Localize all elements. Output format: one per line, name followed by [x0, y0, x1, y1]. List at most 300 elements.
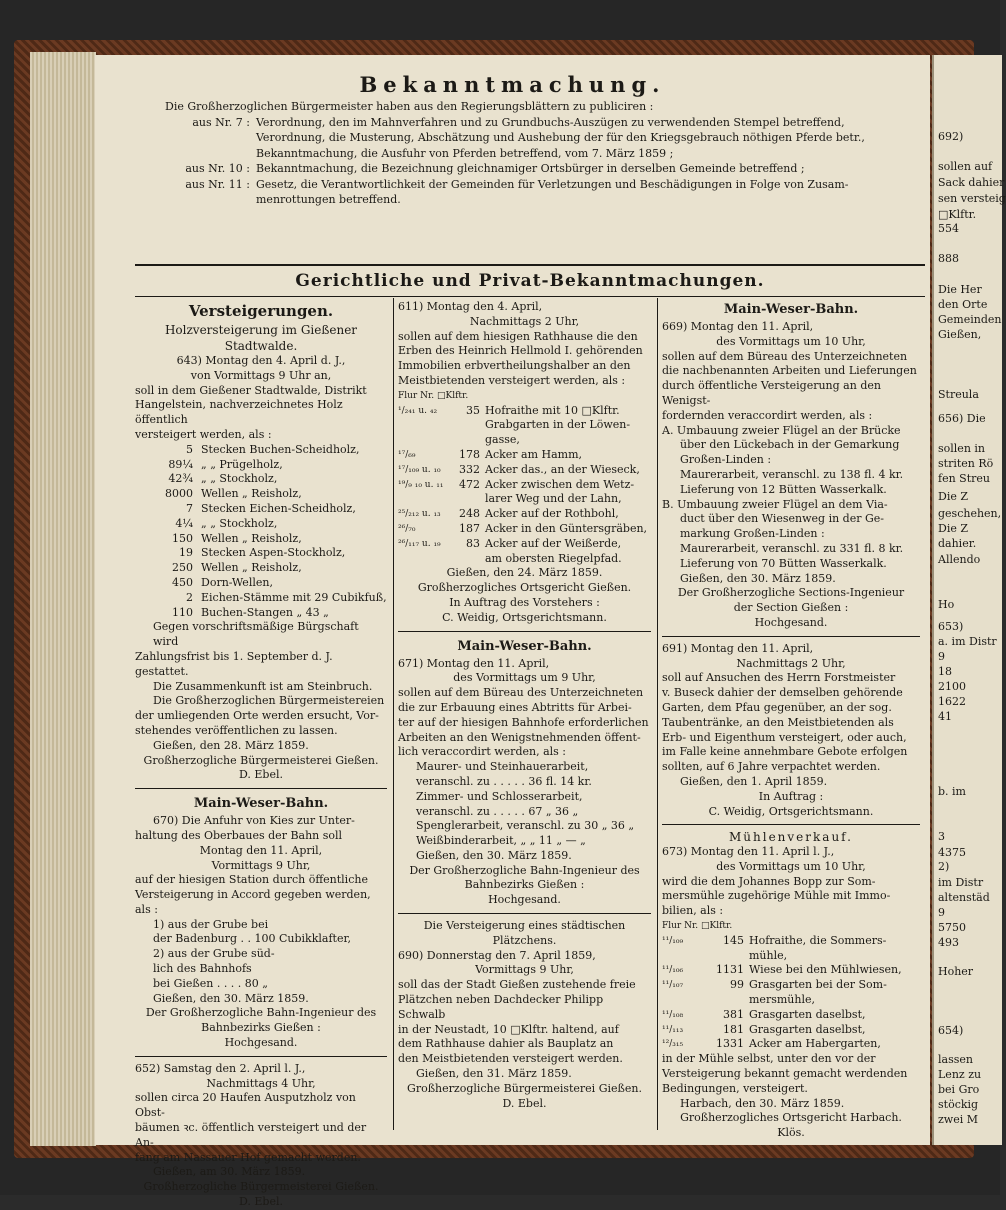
text-line: Plätzchens. [492, 933, 557, 947]
text-line: Holzversteigerung im Gießener [164, 323, 358, 337]
text-line: D. Ebel. [502, 1096, 547, 1110]
page-content [95, 0, 930, 1209]
parcel-area [450, 433, 485, 448]
sub-heading [135, 322, 387, 354]
text-line: Weißbinderarbeit, „ „ 11 „ — „ [416, 834, 586, 848]
text-line: sollen auf dem Büreau des Unterzeichneten [662, 349, 908, 363]
text-line: Zimmer- und Schlosserarbeit, [416, 789, 583, 803]
text-line: Gießen, den 31. März 1859. [416, 1067, 572, 1081]
parcel-desc: Acker auf der Rothbohl, [485, 507, 619, 521]
intro-row [165, 177, 915, 193]
parcel-flur: ¹⁹/₉ ₁₀ u. ₁₁ [398, 479, 444, 490]
text-line: Meistbietenden versteigert werden, als : [398, 373, 626, 387]
parcel-flur: ²⁶/₁₁₇ u. ₁₉ [398, 538, 441, 549]
parcel-desc: mühle, [749, 948, 788, 962]
text-line: markung Großen-Linden : [680, 527, 825, 541]
parcel-header: Flur Nr. □Klftr. [398, 390, 469, 401]
rule-top [135, 264, 925, 266]
text-line: Die Zusammenkunft ist am Steinbruch. [153, 679, 373, 693]
separator [662, 824, 920, 825]
text-line: Bedingungen, versteigert. [662, 1081, 808, 1095]
separator [398, 631, 651, 632]
parcel-row [398, 478, 651, 493]
text-line: ter auf der hiesigen Bahnhofe erforderlichen [398, 715, 649, 729]
facing-page-fragment: 653) [938, 620, 964, 633]
text-line: Gießen, den 30. März 1859. [416, 848, 572, 862]
item-qty: 250 [172, 561, 193, 575]
facing-page-fragment: Gemeinden [938, 313, 1002, 326]
text-line: Stadtwalde. [224, 339, 298, 353]
text-line: des Vormittags um 10 Uhr, [716, 334, 866, 348]
parcel-desc: Grasgarten daselbst, [749, 1022, 866, 1036]
text-line: Gießen, den 1. April 1859. [680, 774, 828, 788]
column-divider-1 [393, 298, 394, 1130]
list-item [135, 443, 387, 458]
text-line: die zur Erbauung eines Abtritts für Arbei- [398, 700, 632, 714]
text-line: 669) Montag den 11. April, [662, 320, 814, 333]
item-desc: „ „ Prügelholz, [201, 457, 283, 471]
text-line: sollten, auf 6 Jahre verpachtet werden. [662, 760, 881, 774]
wood-list [135, 443, 387, 621]
facing-page-fragment: 554 [938, 222, 959, 235]
intro-block [165, 99, 915, 208]
column-3 [662, 300, 920, 1141]
facing-page-fragment: im Distr [938, 876, 984, 889]
parcel-desc: am obersten Riegelpfad. [485, 551, 622, 565]
item-qty: 150 [172, 531, 193, 545]
parcel-row [398, 507, 651, 522]
text-line: Gießen, den 30. März 1859. [680, 571, 836, 585]
column-1 [135, 300, 387, 1210]
facing-page [932, 55, 1006, 1145]
text-line: von Vormittags 9 Uhr an, [190, 368, 332, 382]
facing-page-fragment: lassen [938, 1053, 973, 1066]
parcel-flur: ²⁵/₂₁₂ u. ₁₃ [398, 509, 441, 520]
text-line: Montag den 11. April, [199, 843, 323, 857]
notice-611 [398, 300, 651, 389]
intro-text: Bekanntmachung, die Ausfuhr von Pferden betreffend, vom 7. März 1859 ; [256, 146, 674, 160]
text-line: der Badenburg . . 100 Cubikklafter, [153, 932, 351, 946]
parcel-flur: ¹/₂₄₁ u. ₄₂ [398, 405, 438, 416]
intro-text: menrottungen betreffend. [256, 193, 401, 206]
text-line: Bahnbezirks Gießen : [464, 878, 585, 892]
parcel-row [398, 433, 651, 448]
notice-691 [662, 642, 920, 820]
parcel-desc: Acker am Habergarten, [749, 1037, 881, 1051]
text-line: Vormittags 9 Uhr, [211, 858, 311, 872]
parcel-flur [662, 993, 714, 1008]
parcel-flur [398, 492, 450, 507]
parcel-flur: ¹¹/₁₀₆ [662, 965, 684, 976]
text-line: Nachmittags 4 Uhr, [206, 1076, 316, 1090]
parcel-desc: Acker auf der Weißerde, [485, 536, 622, 550]
text-line: C. Weidig, Ortsgerichtsmann. [442, 610, 607, 624]
text-line: Plätzchen neben Dachdecker Philipp Schwalb [398, 993, 604, 1021]
item-qty: 89¼ [168, 457, 193, 471]
notice-652 [135, 1062, 387, 1210]
text-line: wird die dem Johannes Bopp zur Som- [662, 874, 876, 888]
text-line: 690) Donnerstag den 7. April 1859, [398, 948, 596, 962]
heading-main-weser-1: Main-Weser-Bahn. [193, 796, 329, 812]
item-qty: 19 [179, 546, 193, 560]
facing-page-fragment: sen versteig [938, 192, 1006, 205]
parcel-flur: ¹¹/₁₁₃ [662, 1024, 684, 1035]
parcel-header-3: Flur Nr. □Klftr. [662, 921, 733, 932]
text-line: Vormittags 9 Uhr, [475, 963, 574, 977]
intro-text: Verordnung, den im Mahnverfahren und zu Grundbuchs-Auszügen zu verwendenden Stempel betreffend, [256, 115, 845, 129]
parcel-flur: ¹¹/₁₀₇ [662, 980, 684, 991]
intro-lead: Die Großherzoglichen Bürgermeister haben aus den Regierungsblättern zu publiciren : [165, 100, 654, 113]
text-line: duct über den Wiesenweg in der Ge- [680, 512, 884, 526]
text-line: Die Versteigerung eines städtischen [423, 919, 626, 933]
text-line: sollen auf dem hiesigen Rathhause die den [398, 329, 638, 343]
facing-page-fragment: 2) [938, 860, 950, 873]
text-line: des Vormittags um 9 Uhr, [453, 671, 596, 685]
text-line: des Vormittags um 10 Uhr, [716, 859, 866, 873]
parcel-flur: ¹⁷/₁₀₉ u. ₁₀ [398, 464, 441, 475]
text-line: Harbach, den 30. März 1859. [680, 1096, 845, 1110]
facing-page-fragment: □Klftr. [938, 208, 977, 221]
item-qty: 42¾ [168, 472, 193, 486]
text-line: Versteigerung in Accord gegeben werden, als : [135, 888, 371, 916]
text-line: fang am Nassauer Hof gemacht werden. [135, 1150, 361, 1164]
parcel-desc: Acker zwischen dem Wetz- [485, 477, 635, 491]
parcel-row [662, 934, 920, 949]
text-line: haltung des Oberbaues der Bahn soll [135, 828, 343, 842]
text-line: 2) aus der Grube süd- [153, 947, 275, 961]
separator [135, 1056, 387, 1057]
facing-page-fragment: 888 [938, 252, 959, 265]
text-line: Maurerarbeit, veranschl. zu 331 fl. 8 kr. [680, 541, 904, 555]
text-line: bei Gießen . . . . 80 „ [153, 976, 268, 990]
notice-611-tail [398, 566, 651, 625]
text-line: D. Ebel. [238, 768, 284, 782]
parcel-desc: Grasgarten daselbst, [749, 1007, 866, 1021]
facing-page-fragment: 692) [938, 130, 964, 143]
parcel-row [662, 1023, 920, 1038]
text-line: Lieferung von 12 Bütten Wasserkalk. [680, 482, 887, 496]
item-qty: 2 [186, 590, 193, 604]
parcel-area: 1331 [716, 1037, 744, 1051]
facing-page-fragment: Die Z [938, 522, 968, 535]
text-line: Großherzogliches Ortsgericht Gießen. [417, 581, 632, 595]
intro-text: Bekanntmachung, die Bezeichnung gleichnamiger Ortsbürger in derselben Gemeinde betreffend ; [256, 162, 805, 175]
facing-page-fragment: 493 [938, 936, 959, 949]
list-item [135, 517, 387, 532]
facing-page-fragment: a. im Distr [938, 635, 997, 648]
parcel-row [398, 418, 651, 433]
text-line: 691) Montag den 11. April, [662, 641, 814, 655]
text-line: A. Umbauung zweier Flügel an der Brücke [662, 423, 901, 437]
text-line: Hochgesand. [488, 893, 561, 907]
facing-page-fragment: geschehen, [938, 507, 1002, 520]
text-line: Der Großherzogliche Bahn-Ingenieur des [409, 863, 640, 877]
text-line: Nachmittags 2 Uhr, [469, 314, 580, 328]
facing-page-fragment: Gießen, [938, 328, 982, 341]
item-qty: 110 [172, 605, 193, 619]
text-line: Bahnbezirks Gießen : [201, 1021, 321, 1035]
facing-page-fragment: 18 [938, 665, 952, 678]
parcel-flur [398, 418, 450, 433]
text-line: mersmühle zugehörige Mühle mit Immo- [662, 889, 891, 903]
text-line: Hangelstein, nachverzeichnetes Holz öffentlich [135, 398, 343, 427]
text-line: Erben des Heinrich Hellmold I. gehörenden [398, 344, 643, 358]
text-line: dem Rathhause dahier als Bauplatz an [398, 1037, 614, 1051]
text-line: Immobilien erbvertheilungshalber an den [398, 359, 631, 373]
notice-673-tail [662, 1052, 920, 1141]
facing-page-fragment: Sack dahier [938, 176, 1005, 189]
facing-page-fragment: 654) [938, 1024, 964, 1037]
notice-643-tail [135, 620, 387, 783]
facing-page-fragment: dahier. [938, 537, 977, 550]
text-line: 671) Montag den 11. April, [398, 656, 550, 670]
separator [398, 913, 651, 914]
text-line: auf der hiesigen Station durch öffentliche [135, 873, 368, 887]
parcel-flur [398, 433, 450, 448]
notice-670 [135, 814, 387, 1051]
text-line: D. Ebel. [238, 1195, 284, 1209]
intro-label: aus Nr. 7 : [192, 115, 250, 129]
parcel-flur [398, 552, 450, 567]
item-desc: Dorn-Wellen, [201, 575, 273, 589]
text-line: in der Neustadt, 10 □Klftr. haltend, auf [398, 1022, 619, 1036]
intro-row [165, 192, 915, 208]
text-line: Maurerarbeit, veranschl. zu 138 fl. 4 kr. [680, 467, 904, 481]
list-item [135, 487, 387, 502]
text-line: Arbeiten an den Wenigstnehmenden öffent- [398, 730, 641, 744]
item-qty: 5 [186, 442, 193, 456]
intro-row [165, 130, 915, 146]
facing-page-fragment: 9 [938, 650, 945, 663]
text-line: Taubentränke, an den Meistbietenden als [662, 715, 894, 729]
text-line: stehendes veröffentlichen zu lassen. [135, 723, 338, 737]
heading-main-weser-3: Main-Weser-Bahn. [723, 302, 859, 317]
page-title: Bekanntmachung. [359, 72, 666, 97]
list-item [135, 561, 387, 576]
parcel-desc: Acker das., an der Wieseck, [485, 462, 640, 476]
text-line: C. Weidig, Ortsgerichtsmann. [708, 804, 874, 818]
list-item [135, 472, 387, 487]
list-item [135, 532, 387, 547]
parcel-list [398, 404, 651, 567]
parcel-flur: ¹¹/₁₀₉ [662, 935, 684, 946]
parcel-area: 1131 [716, 963, 744, 977]
text-line: durch öffentliche Versteigerung an den Wenigst- [662, 379, 881, 407]
parcel-area: 381 [723, 1007, 744, 1021]
text-line: Die Großherzoglichen Bürgermeistereien [153, 694, 385, 708]
parcel-flur: ¹⁷/₆₉ [398, 449, 416, 460]
intro-rows [165, 115, 915, 208]
item-qty: 450 [172, 575, 193, 589]
text-line: Gegen vorschriftsmäßige Bürgschaft wird [153, 620, 359, 649]
text-line: Großherzogliche Bürgermeisterei Gießen. [407, 1081, 642, 1095]
intro-row [165, 146, 915, 162]
facing-page-fragment: den Orte [938, 298, 988, 311]
text-line: soll in dem Gießener Stadtwalde, Distrikt [135, 383, 367, 397]
text-line: der umliegenden Orte werden ersucht, Vor- [135, 709, 379, 723]
parcel-flur: ²⁶/₇₀ [398, 523, 416, 534]
text-line: Gießen, den 24. März 1859. [446, 566, 603, 580]
parcel-row [662, 949, 920, 964]
column-2 [398, 300, 651, 1111]
text-line: fordernden veraccordirt werden, als : [662, 408, 873, 422]
parcel-desc: gasse, [485, 433, 520, 447]
text-line: der Section Gießen : [733, 601, 849, 615]
intro-label: aus Nr. 10 : [185, 162, 250, 175]
text-line: veranschl. zu . . . . . 67 „ 36 „ [416, 804, 579, 818]
notice-671 [398, 657, 651, 909]
text-line: 1) aus der Grube bei [153, 917, 269, 931]
facing-page-fragment: Die Z [938, 490, 968, 503]
text-line: Gießen, den 30. März 1859. [153, 991, 309, 1005]
intro-label [165, 192, 256, 208]
facing-page-fragment: Lenz zu [938, 1068, 982, 1081]
text-line: soll auf Ansuchen des Herrn Forstmeister [662, 671, 896, 685]
facing-page-fragment: Streula [938, 388, 979, 401]
parcel-area: 181 [723, 1022, 744, 1036]
text-line: Nachmittags 2 Uhr, [736, 656, 846, 670]
facing-page-fragment: 1622 [938, 695, 966, 708]
notice-690 [398, 919, 651, 1111]
text-line: 673) Montag den 11. April l. J., [662, 845, 835, 859]
text-line: Großen-Linden : [680, 453, 772, 467]
text-line: Hochgesand. [754, 615, 828, 629]
parcel-area: 99 [730, 978, 744, 992]
text-line: Garten, dem Pfau gegenüber, an der sog. [662, 700, 892, 714]
item-desc: Buchen-Stangen „ 43 „ [201, 605, 329, 619]
item-qty: 4¼ [175, 516, 193, 530]
facing-page-fragment: bei Gro [938, 1083, 980, 1096]
parcel-row [398, 552, 651, 567]
text-line: B. Umbauung zweier Flügel an dem Via- [662, 497, 888, 511]
column-divider-2 [657, 298, 658, 1130]
facing-page-fragment: Hoher [938, 965, 974, 978]
text-line: Lieferung von 70 Bütten Wasserkalk. [680, 556, 887, 570]
text-line: den Meistbietenden versteigert werden. [398, 1052, 623, 1066]
heading-versteigerungen: Versteigerungen. [188, 302, 334, 320]
intro-row [165, 161, 915, 177]
facing-page-fragment: zwei M [938, 1113, 978, 1126]
parcel-row [662, 1008, 920, 1023]
text-line: 643) Montag den 4. April d. J., [176, 354, 346, 367]
intro-label: aus Nr. 11 : [185, 177, 250, 191]
parcel-area: 145 [723, 933, 744, 947]
rule-banner [135, 296, 925, 297]
parcel-list-3 [662, 934, 920, 1052]
facing-page-fragment: Die Her [938, 283, 982, 296]
section-banner: Gerichtliche und Privat-Bekanntmachungen. [295, 271, 765, 291]
parcel-desc: Hofraithe, die Sommers- [749, 933, 887, 947]
intro-label [165, 146, 256, 162]
list-item [135, 458, 387, 473]
facing-page-fragment: fen Streu [938, 472, 990, 485]
parcel-desc: Hofraithe mit 10 □Klftr. [485, 403, 620, 417]
list-item [135, 546, 387, 561]
text-line: Gießen, den 28. März 1859. [153, 738, 309, 752]
text-line: In Auftrag : [758, 789, 824, 803]
notice-643 [135, 354, 387, 443]
intro-row [165, 115, 915, 131]
parcel-row [398, 404, 651, 419]
parcel-desc: Acker in den Güntersgräben, [485, 521, 648, 535]
intro-text: Gesetz, die Verantwortlichkeit der Gemeinden für Verletzungen und Beschädigungen in Folge von Zusam- [256, 177, 849, 191]
facing-page-fragment: b. im [938, 785, 966, 798]
parcel-area: 332 [459, 462, 480, 476]
facing-page-fragment: 5750 [938, 921, 966, 934]
parcel-area: 472 [459, 477, 480, 491]
facing-page-fragment: 41 [938, 710, 952, 723]
parcel-row [662, 1037, 920, 1052]
facing-page-fragment: sollen auf [938, 160, 993, 173]
item-desc: Wellen „ Reisholz, [201, 487, 302, 501]
text-line: Versteigerung bekannt gemacht werdenden [662, 1067, 908, 1081]
text-line: 611) Montag den 4. April, [398, 300, 543, 313]
facing-page-fragment: 4375 [938, 846, 966, 859]
parcel-desc: larer Weg und der Lahn, [485, 492, 622, 506]
parcel-area [714, 949, 749, 964]
text-line: über den Lückebach in der Gemarkung [680, 438, 900, 452]
text-line: Zahlungsfrist bis 1. September d. J. gestattet. [135, 649, 333, 678]
parcel-flur [662, 949, 714, 964]
parcel-desc: Grasgarten bei der Som- [749, 978, 887, 992]
list-item [135, 502, 387, 517]
parcel-desc: Grabgarten in der Löwen- [485, 418, 631, 432]
text-line: Großherzogliches Ortsgericht Harbach. [680, 1111, 902, 1125]
parcel-flur: ¹²/₃₁₅ [662, 1039, 684, 1050]
text-line: Maurer- und Steinhauerarbeit, [416, 760, 589, 774]
notice-669 [662, 320, 920, 631]
facing-page-fragment: 9 [938, 906, 945, 919]
text-line: im Falle keine annehmbare Gebote erfolgen [662, 745, 908, 759]
parcel-row [398, 448, 651, 463]
text-line: lich veraccordirt werden, als : [398, 745, 566, 759]
parcel-desc: mersmühle, [749, 993, 815, 1007]
text-line: in der Mühle selbst, unter den vor der [662, 1052, 876, 1066]
facing-page-fragment: 656) Die [938, 412, 986, 425]
parcel-row [662, 978, 920, 993]
text-line: 652) Samstag den 2. April l. J., [135, 1061, 306, 1075]
item-desc: Wellen „ Reisholz, [201, 561, 302, 575]
text-line: Gießen, am 30. März 1859. [153, 1165, 306, 1179]
text-line: v. Buseck dahier der demselben gehörende [662, 686, 903, 700]
item-desc: Stecken Eichen-Scheidholz, [201, 501, 356, 515]
item-qty: 7 [186, 501, 193, 515]
item-desc: Eichen-Stämme mit 29 Cubikfuß, [201, 590, 387, 604]
text-line: In Auftrag des Vorstehers : [449, 595, 600, 609]
facing-page-fragment: 2100 [938, 680, 966, 693]
parcel-flur: ¹¹/₁₀₈ [662, 1009, 684, 1020]
parcel-area: 187 [459, 521, 480, 535]
separator [135, 788, 387, 789]
intro-text: Verordnung, die Musterung, Abschätzung und Aushebung der für den Kriegsgebrauch nöthigen Pferde betr., [256, 131, 865, 144]
parcel-area [450, 552, 485, 567]
parcel-area [714, 993, 749, 1008]
notice-673 [662, 845, 920, 919]
item-desc: Stecken Aspen-Stockholz, [201, 546, 346, 560]
facing-page-fragment: striten Rö [938, 457, 994, 470]
heading-muehlenverkauf: Mühlenverkauf. [728, 830, 853, 845]
list-item [135, 606, 387, 621]
text-line: Der Großherzogliche Sections-Ingenieur [677, 586, 905, 600]
text-line: Klös. [777, 1126, 805, 1140]
parcel-row [398, 537, 651, 552]
parcel-area: 248 [459, 507, 480, 521]
parcel-row [398, 492, 651, 507]
text-line: Spenglerarbeit, veranschl. zu 30 „ 36 „ [416, 819, 635, 833]
facing-page-fragment: stöckig [938, 1098, 979, 1111]
parcel-desc: Wiese bei den Mühlwiesen, [749, 963, 902, 977]
text-line: Hochgesand. [224, 1036, 298, 1050]
